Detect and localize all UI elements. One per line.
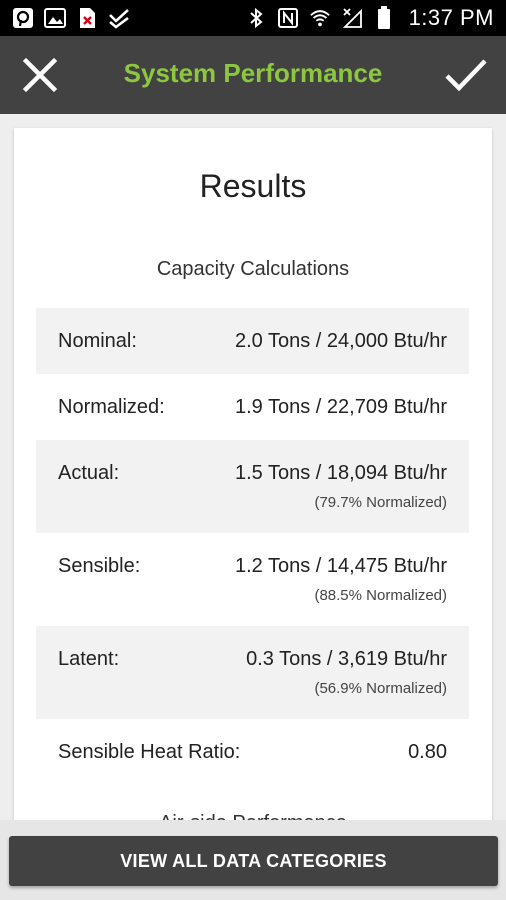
results-card	[14, 128, 492, 848]
close-icon	[22, 57, 58, 93]
result-row-sensible	[36, 533, 469, 626]
result-row-actual	[36, 440, 469, 533]
bluetooth-icon	[245, 7, 267, 29]
close-button[interactable]	[14, 49, 66, 101]
result-label: Sensible:	[58, 555, 141, 577]
capacity-section-title: Capacity Calculations	[156, 258, 350, 280]
result-normalized-percent: (88.5% Normalized)	[314, 587, 447, 604]
result-label: Nominal:	[58, 330, 137, 352]
result-value: 0.3 Tons / 3,619 Btu/hr	[246, 648, 447, 670]
notification-icons	[12, 7, 130, 29]
app-bar	[0, 36, 506, 114]
confirm-button[interactable]	[440, 49, 492, 101]
result-normalized-percent: (79.7% Normalized)	[314, 494, 447, 511]
result-value: 2.0 Tons / 24,000 Btu/hr	[234, 330, 447, 352]
battery-icon	[373, 7, 395, 29]
result-row-latent	[36, 626, 469, 719]
status-bar	[0, 0, 506, 36]
signal-off-icon	[341, 7, 363, 29]
wifi-icon	[309, 7, 331, 29]
result-row-normalized	[36, 374, 469, 440]
result-value: 1.5 Tons / 18,094 Btu/hr	[234, 462, 447, 484]
checkmark-icon	[444, 57, 488, 93]
result-label: Latent:	[58, 648, 120, 670]
nfc-icon	[277, 7, 299, 29]
result-value: 0.80	[408, 741, 447, 763]
page-title: System Performance	[123, 58, 383, 88]
result-label: Normalized:	[58, 396, 165, 418]
view-all-data-categories-button[interactable]: VIEW ALL DATA CATEGORIES	[9, 836, 498, 886]
task-check-icon	[108, 7, 130, 29]
gallery-icon	[44, 7, 66, 29]
result-label: Actual:	[58, 462, 120, 484]
result-row-sensible-heat-ratio	[36, 719, 469, 785]
result-value: 1.2 Tons / 14,475 Btu/hr	[234, 555, 447, 577]
capacity-results-list	[36, 308, 469, 785]
pinterest-icon	[12, 7, 34, 29]
file-error-icon	[76, 7, 98, 29]
result-normalized-percent: (56.9% Normalized)	[314, 680, 447, 697]
result-row-nominal	[36, 308, 469, 374]
result-value: 1.9 Tons / 22,709 Btu/hr	[234, 396, 447, 418]
results-heading: Results	[199, 168, 307, 204]
clock: 1:37 PM	[408, 5, 494, 30]
system-icons	[245, 5, 494, 31]
result-label: Sensible Heat Ratio:	[58, 741, 241, 763]
